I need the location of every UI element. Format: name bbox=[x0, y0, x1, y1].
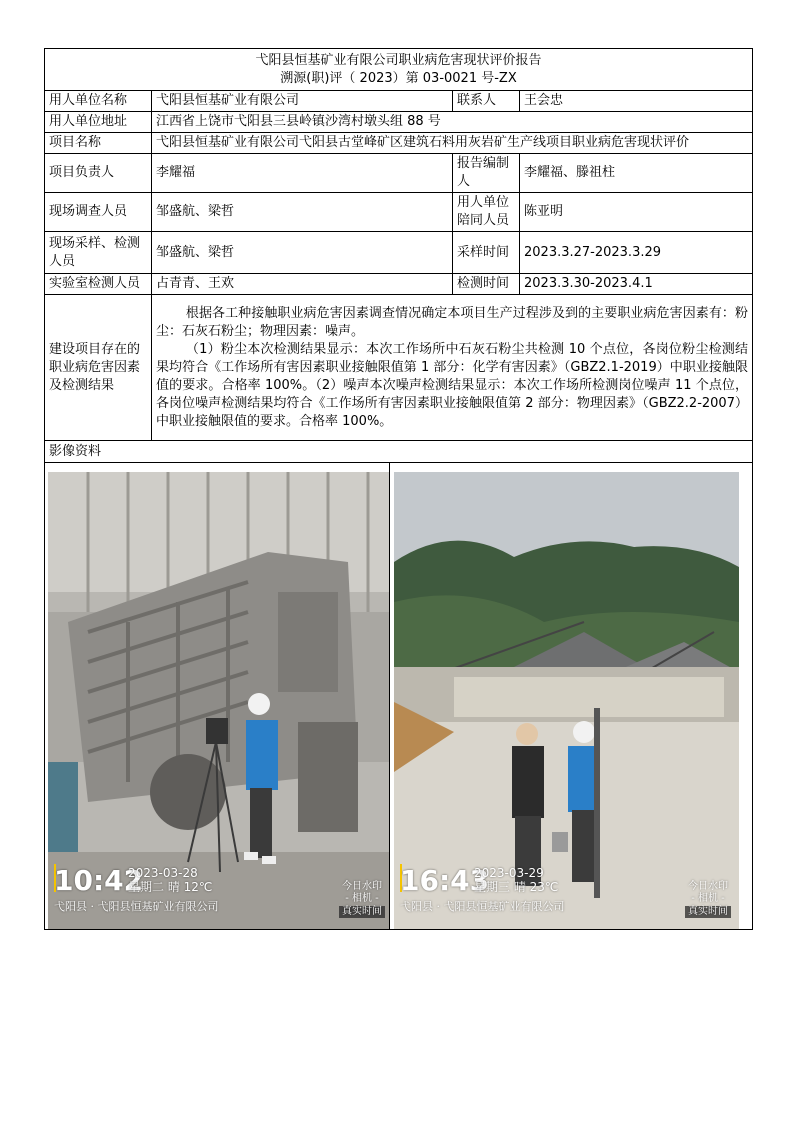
sampling-value: 邹盛航、梁哲 bbox=[152, 232, 453, 274]
watermark-time: 10:42 bbox=[54, 864, 144, 897]
images-label: 影像资料 bbox=[45, 441, 753, 463]
hazards-results: （1）粉尘本次检测结果显示：本次工作场所中石灰石粉尘共检测 10 个点位，各岗位粉尘检测结果均符合《工作场所有害因素职业接触限值第 1 部分：化学有害因素》（GBZ2.1-2019）中职业接触限值的要求。合格率 100%。（2）噪声本次噪声检测结果显示：本次工作场所检测岗位噪声 11 个点位，各岗位噪声检测结果均符合《工作场所有害因素职业接触限值第 2 部分：物理因素》（GBZ2.2-2007）中职业接触限值的要求。合格率 100%。 bbox=[156, 341, 749, 429]
watermark-time: 16:43 bbox=[400, 864, 490, 897]
watermark-app-logo bbox=[685, 881, 731, 918]
leader-label: 项目负责人 bbox=[45, 154, 152, 193]
report-title: 弋阳县恒基矿业有限公司职业病危害现状评价报告 bbox=[255, 52, 542, 68]
contact-value: 王会忠 bbox=[520, 91, 753, 112]
report-number: 溯源(职)评（ 2023）第 03-0021 号-ZX bbox=[280, 70, 517, 86]
photo-crusher bbox=[48, 472, 390, 930]
report-header bbox=[45, 49, 753, 91]
report-table bbox=[44, 48, 753, 930]
sampling-time-value: 2023.3.27-2023.3.29 bbox=[520, 232, 753, 274]
quarry-scene bbox=[394, 472, 739, 930]
watermark-app-sub: - 相机 - bbox=[691, 893, 725, 904]
survey-label: 现场调查人员 bbox=[45, 193, 152, 232]
project-label: 项目名称 bbox=[45, 133, 152, 154]
contact-label: 联系人 bbox=[453, 91, 520, 112]
test-time-value: 2023.3.30-2023.4.1 bbox=[520, 274, 753, 295]
watermark-location: 弋阳县 · 弋阳县恒基矿业有限公司 bbox=[400, 900, 565, 913]
address-value: 江西省上饶市弋阳县三县岭镇沙湾村墩头组 88 号 bbox=[152, 112, 753, 133]
sampling-time-label: 采样时间 bbox=[453, 232, 520, 274]
crusher-scene bbox=[48, 472, 390, 930]
project-value: 弋阳县恒基矿业有限公司弋阳县古堂峰矿区建筑石料用灰岩矿生产线项目职业病危害现状评价 bbox=[152, 133, 753, 154]
lab-value: 占青青、王欢 bbox=[152, 274, 453, 295]
watermark-app-name: 今日水印 bbox=[342, 881, 382, 892]
photo-cell-left bbox=[45, 463, 390, 930]
employer-value: 弋阳县恒基矿业有限公司 bbox=[152, 91, 453, 112]
watermark-date: 2023-03-28 bbox=[128, 866, 198, 880]
watermark-app-name: 今日水印 bbox=[688, 881, 728, 892]
hazards-content bbox=[152, 295, 753, 441]
author-value: 李耀福、滕祖柱 bbox=[520, 154, 753, 193]
employer-label: 用人单位名称 bbox=[45, 91, 152, 112]
author-label: 报告编制人 bbox=[453, 154, 520, 193]
address-label: 用人单位地址 bbox=[45, 112, 152, 133]
watermark-app-tag: 真实时间 bbox=[339, 906, 385, 918]
watermark-location: 弋阳县 · 弋阳县恒基矿业有限公司 bbox=[54, 900, 219, 913]
photo-quarry-site bbox=[394, 472, 739, 930]
leader-value: 李耀福 bbox=[152, 154, 453, 193]
watermark-weather: 星期二 晴 12℃ bbox=[128, 880, 213, 894]
photo-cell-right bbox=[390, 463, 753, 930]
watermark-app-sub: - 相机 - bbox=[345, 893, 379, 904]
escort-label: 用人单位陪同人员 bbox=[453, 193, 520, 232]
hazards-intro: 根据各工种接触职业病危害因素调查情况确定本项目生产过程涉及到的主要职业病危害因素有：粉尘：石灰石粉尘；物理因素：噪声。 bbox=[156, 305, 749, 339]
watermark-app-tag: 真实时间 bbox=[685, 906, 731, 918]
test-time-label: 检测时间 bbox=[453, 274, 520, 295]
survey-value: 邹盛航、梁哲 bbox=[152, 193, 453, 232]
watermark-weather: 星期三 晴 23℃ bbox=[474, 880, 559, 894]
sampling-label: 现场采样、检测人员 bbox=[45, 232, 152, 274]
lab-label: 实验室检测人员 bbox=[45, 274, 152, 295]
watermark-date: 2023-03-29 bbox=[474, 866, 544, 880]
escort-value: 陈亚明 bbox=[520, 193, 753, 232]
hazards-label: 建设项目存在的职业病危害因素及检测结果 bbox=[45, 295, 152, 441]
watermark-app-logo bbox=[339, 881, 385, 918]
